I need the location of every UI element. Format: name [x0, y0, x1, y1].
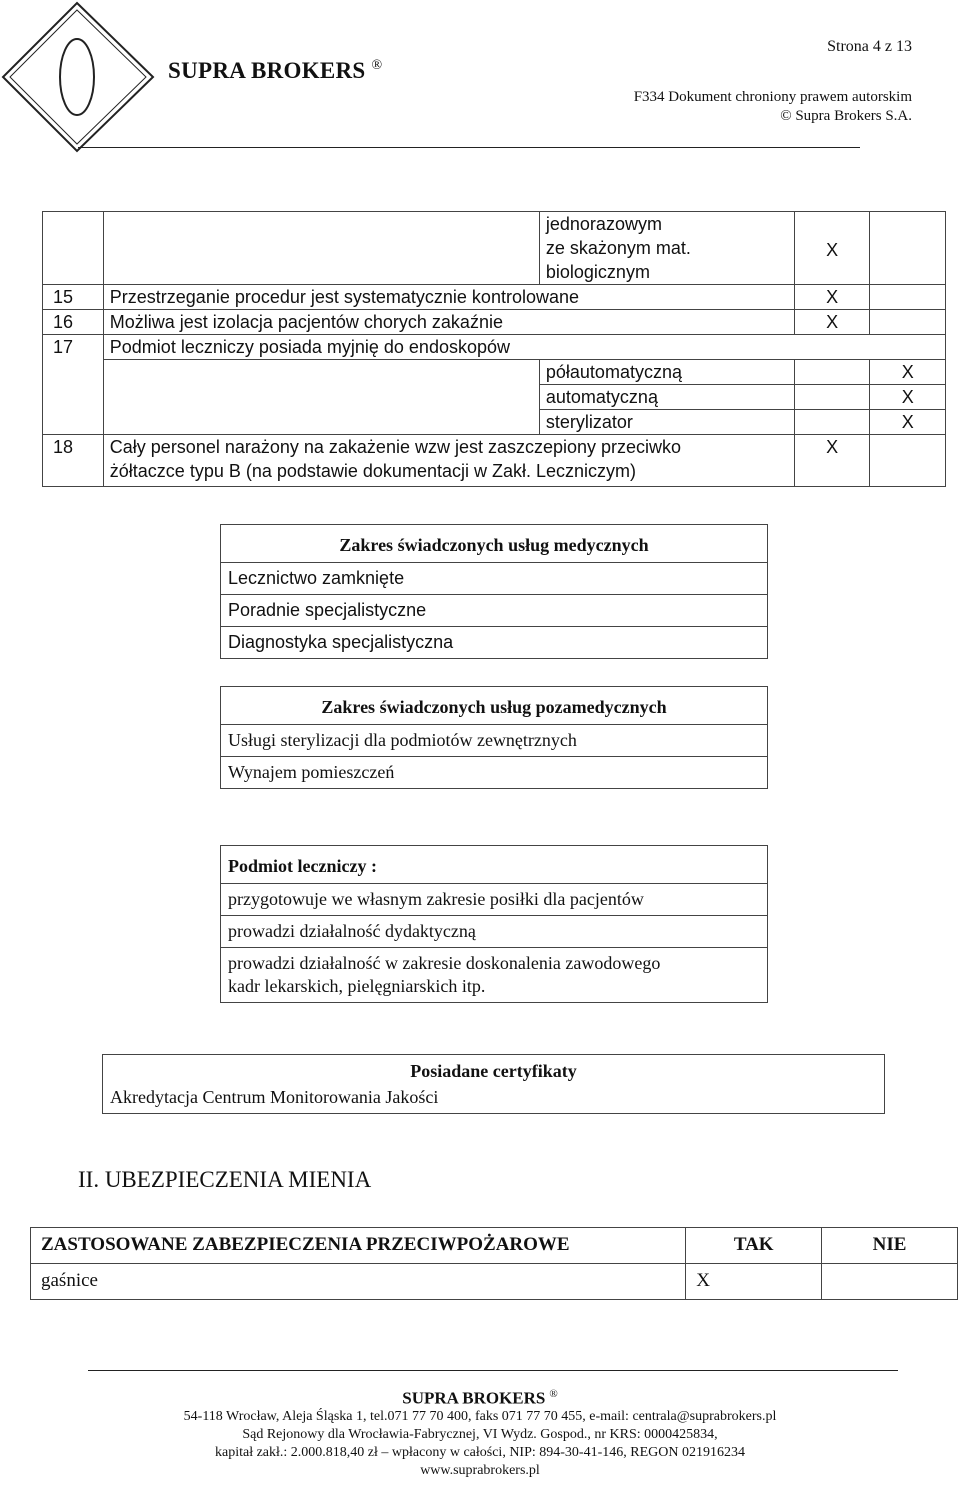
no-mark — [870, 310, 946, 335]
sub-label-line: ze skażonym mat. — [545, 238, 691, 258]
section-title: II. UBEZPIECZENIA MIENIA — [78, 1167, 372, 1192]
table-row — [43, 335, 946, 360]
no-mark — [870, 435, 946, 487]
yes-mark: X — [686, 1264, 822, 1300]
list-item — [221, 947, 767, 1002]
row-label-line: Cały personel narażony na zakażenie wzw jest zaszczepiony przeciwko — [109, 437, 682, 457]
table-row — [43, 285, 946, 310]
row-number-continuation — [43, 360, 104, 435]
row-label: Podmiot leczniczy posiada myjnię do endoskopów — [103, 335, 945, 360]
row-number: 18 — [43, 435, 104, 487]
certificates-title: Posiadane certyfikaty — [410, 1061, 577, 1081]
header-divider — [78, 147, 860, 148]
sub-label: półautomatyczną — [539, 360, 794, 385]
column-header: ZASTOSOWANE ZABEZPIECZENIA PRZECIWPOŻAROWE — [31, 1228, 686, 1264]
page-number: Strona 4 z 13 — [827, 38, 912, 55]
yes-mark: X — [794, 435, 870, 487]
table-row — [43, 435, 946, 487]
table-row — [43, 360, 946, 385]
column-header-yes: TAK — [686, 1228, 822, 1264]
no-mark — [870, 212, 946, 285]
list-item: Lecznictwo zamknięte — [221, 562, 767, 594]
nonmedical-services-box — [220, 686, 768, 789]
no-mark — [870, 285, 946, 310]
list-item: Wynajem pomieszczeń — [221, 756, 767, 788]
footer-capital: kapitał zakł.: 2.000.818,40 zł – wpłacony w całości, NIP: 894-30-41-146, REGON 021916234 — [215, 1444, 745, 1460]
footer-address: 54-118 Wrocław, Aleja Śląska 1, tel.071 77 70 400, faks 071 77 70 455, e-mail: centrala@suprabrokers.pl — [183, 1408, 777, 1424]
hygiene-table — [42, 211, 946, 487]
yes-mark: X — [794, 212, 870, 285]
footer-court: Sąd Rejonowy dla Wrocławia-Fabrycznej, VI Wydz. Gospod., nr KRS: 0000425834, — [242, 1426, 718, 1442]
no-mark: X — [870, 385, 946, 410]
no-mark: X — [870, 360, 946, 385]
table-row — [43, 310, 946, 335]
row-label: Przestrzeganie procedur jest systematycznie kontrolowane — [103, 285, 794, 310]
table-row — [31, 1264, 958, 1300]
certificates-box — [102, 1054, 885, 1114]
table-row — [43, 212, 946, 285]
footer — [0, 1385, 960, 1480]
entity-box — [220, 845, 768, 1003]
medical-services-title: Zakres świadczonych usług medycznych — [339, 535, 649, 555]
row-label: gaśnice — [31, 1264, 686, 1300]
no-mark: X — [870, 410, 946, 435]
yes-mark — [794, 385, 870, 410]
yes-mark: X — [794, 310, 870, 335]
footer-website: www.suprabrokers.pl — [420, 1462, 540, 1478]
list-item: Poradnie specjalistyczne — [221, 594, 767, 626]
company-logo — [0, 0, 160, 155]
yes-mark — [794, 410, 870, 435]
row-label — [103, 360, 539, 435]
entity-title: Podmiot leczniczy : — [228, 856, 377, 876]
list-item: Usługi sterylizacji dla podmiotów zewnętrznych — [221, 724, 767, 756]
table-header-row — [31, 1228, 958, 1264]
row-number: 15 — [43, 285, 104, 310]
row-label — [103, 435, 794, 487]
row-number — [43, 212, 104, 285]
registered-mark: ® — [549, 1388, 558, 1400]
list-item: Akredytacja Centrum Monitorowania Jakości — [110, 1087, 439, 1107]
list-item: prowadzi działalność dydaktyczną — [221, 915, 767, 947]
list-item: przygotowuje we własnym zakresie posiłki dla pacjentów — [221, 883, 767, 915]
yes-mark — [794, 360, 870, 385]
no-mark — [822, 1264, 958, 1300]
sub-label-line: jednorazowym — [545, 214, 662, 234]
sub-label-line: biologicznym — [545, 262, 650, 282]
copyright-note — [634, 88, 912, 126]
sub-label: sterylizator — [539, 410, 794, 435]
medical-services-box — [220, 524, 768, 659]
footer-divider — [88, 1370, 898, 1371]
row-label: Możliwa jest izolacja pacjentów chorych zakaźnie — [103, 310, 794, 335]
nonmedical-services-title: Zakres świadczonych usług pozamedycznych — [321, 697, 667, 717]
registered-mark: ® — [371, 58, 383, 74]
footer-brand: SUPRA BROKERS ® — [402, 1388, 558, 1408]
fire-protection-table — [30, 1227, 958, 1300]
list-item-line: prowadzi działalność w zakresie doskonalenia zawodowego — [228, 953, 661, 973]
column-header-no: NIE — [822, 1228, 958, 1264]
copyright-line-2: © Supra Brokers S.A. — [780, 108, 912, 124]
brand-name: SUPRA BROKERS ® — [168, 58, 383, 83]
row-number: 17 — [43, 335, 104, 360]
sub-label: automatyczną — [539, 385, 794, 410]
row-label-line: żółtaczce typu B (na podstawie dokumentacji w Zakł. Leczniczym) — [109, 461, 636, 481]
list-item: Diagnostyka specjalistyczna — [221, 626, 767, 658]
copyright-line-1: F334 Dokument chroniony prawem autorskim — [633, 89, 912, 105]
row-number: 16 — [43, 310, 104, 335]
list-item-line: kadr lekarskich, pielęgniarskich itp. — [228, 976, 486, 996]
sub-label — [539, 212, 794, 285]
row-label — [103, 212, 539, 285]
yes-mark: X — [794, 285, 870, 310]
